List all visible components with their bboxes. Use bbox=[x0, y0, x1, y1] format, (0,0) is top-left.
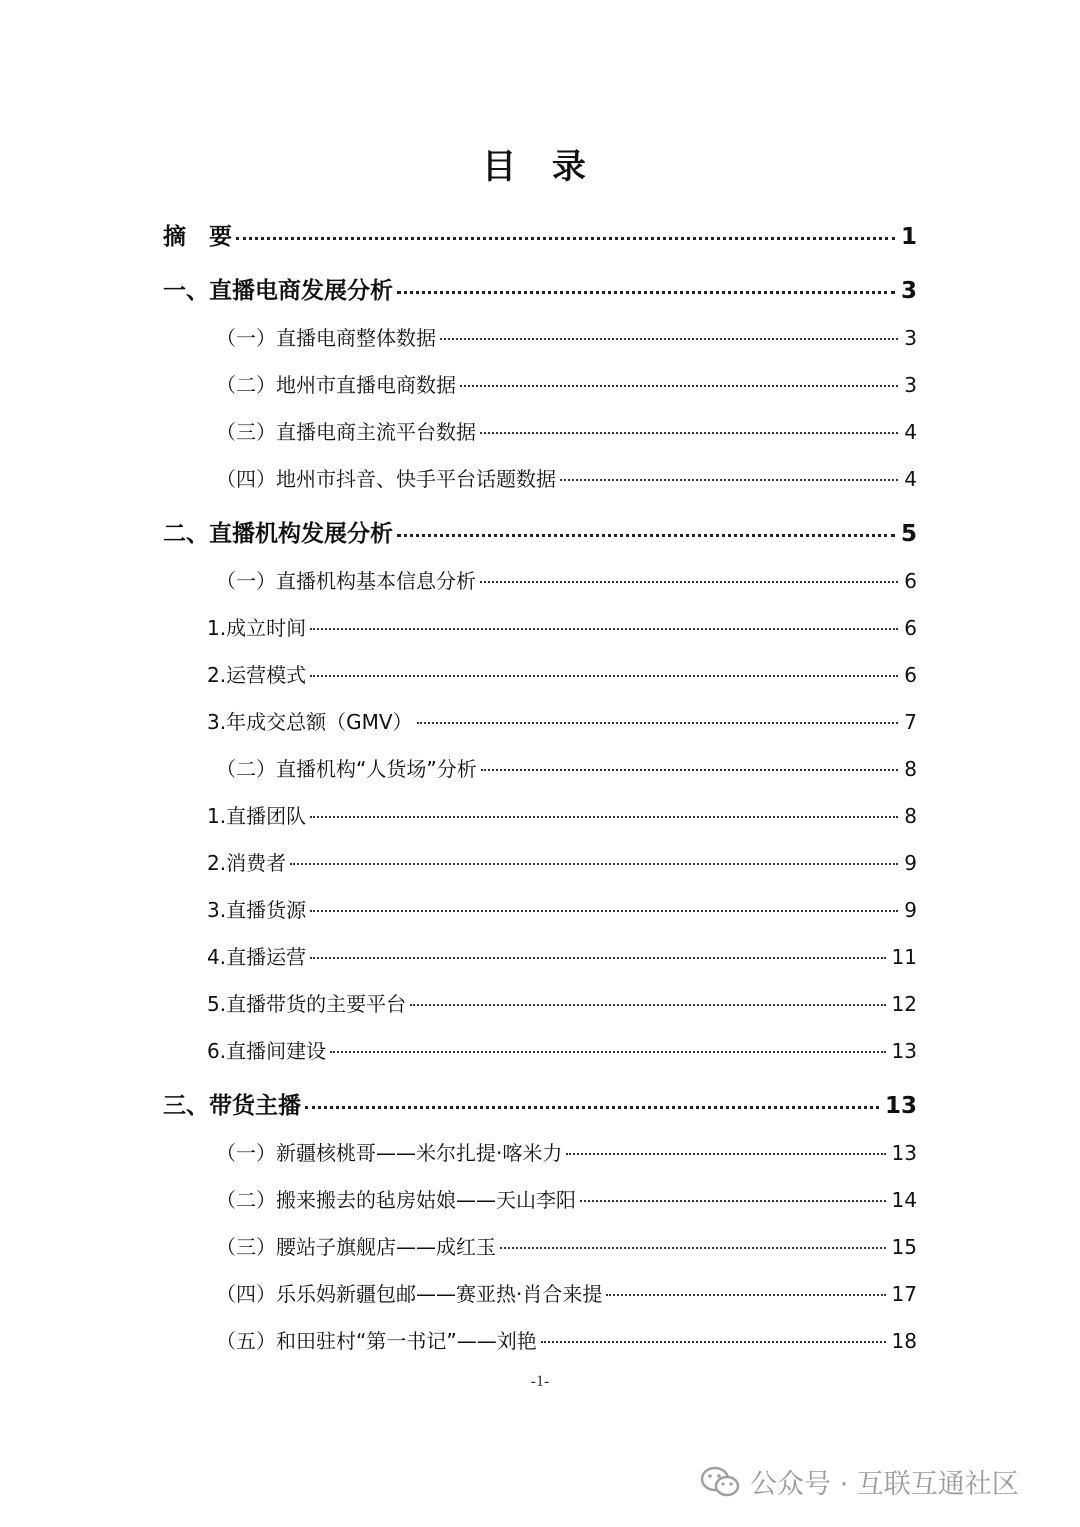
toc-entry bbox=[207, 941, 917, 970]
toc-entry-label: （二）地州市直播电商数据 bbox=[216, 373, 456, 397]
toc-entry bbox=[216, 1184, 917, 1213]
toc-leader-dots bbox=[410, 1004, 885, 1006]
toc-entry-label: （三）腰站子旗舰店——成红玉 bbox=[216, 1235, 496, 1259]
toc-entry bbox=[207, 1035, 917, 1064]
toc-leader-dots bbox=[566, 1153, 885, 1155]
toc-entry-label: （二）搬来搬去的毡房姑娘——天山李阳 bbox=[216, 1188, 576, 1212]
toc-leader-dots bbox=[236, 237, 895, 240]
toc-entry-page: 11 bbox=[891, 945, 917, 969]
toc-entry-label: （五）和田驻村“第一书记”——刘艳 bbox=[216, 1329, 537, 1353]
toc-entry-label: （一）新疆核桃哥——米尔扎提·喀米力 bbox=[216, 1141, 563, 1165]
toc-entry-label: 2.运营模式 bbox=[207, 663, 307, 687]
toc-entry bbox=[163, 272, 917, 305]
toc-entry-label: （一）直播机构基本信息分析 bbox=[216, 569, 476, 593]
watermark-text: 公众号 · 互联互通社区 bbox=[750, 1469, 1019, 1500]
toc-leader-dots bbox=[305, 1106, 879, 1109]
toc-entry-page: 3 bbox=[900, 278, 917, 304]
toc-leader-dots bbox=[500, 1247, 886, 1249]
wechat-icon bbox=[700, 1465, 740, 1499]
toc-entry bbox=[163, 515, 917, 548]
toc-entry-page: 1 bbox=[900, 224, 917, 250]
toc-entry bbox=[216, 565, 917, 594]
toc-leader-dots bbox=[560, 479, 898, 481]
toc-entry bbox=[216, 416, 917, 445]
toc-entry-label: （二）直播机构“人货场”分析 bbox=[216, 757, 477, 781]
toc-entry bbox=[207, 659, 917, 688]
toc-entry bbox=[216, 463, 917, 492]
toc-entry-label: 4.直播运营 bbox=[207, 945, 307, 969]
toc-leader-dots bbox=[417, 722, 899, 724]
toc-entry-label: （四）地州市抖音、快手平台话题数据 bbox=[216, 467, 556, 491]
toc-leader-dots bbox=[310, 675, 898, 677]
toc-entry-page: 17 bbox=[891, 1282, 917, 1306]
toc-entry bbox=[207, 706, 917, 735]
toc-entry bbox=[207, 988, 917, 1017]
toc-entry bbox=[216, 1231, 917, 1260]
toc-leader-dots bbox=[580, 1200, 886, 1202]
page-number: -1- bbox=[530, 1373, 550, 1390]
toc-leader-dots bbox=[541, 1341, 886, 1343]
toc-entry-label: 3.年成交总额（GMV） bbox=[207, 710, 413, 734]
toc-entry bbox=[207, 894, 917, 923]
toc-leader-dots bbox=[606, 1294, 885, 1296]
toc-entry-label: 5.直播带货的主要平台 bbox=[207, 992, 407, 1016]
toc-leader-dots bbox=[480, 432, 898, 434]
toc-leader-dots bbox=[310, 957, 885, 959]
toc-entry-page: 9 bbox=[904, 851, 917, 875]
toc-entry-label: 2.消费者 bbox=[207, 851, 287, 875]
toc-entry-page: 15 bbox=[891, 1235, 917, 1259]
toc-entry bbox=[163, 1087, 917, 1120]
toc-leader-dots bbox=[460, 385, 898, 387]
toc-entry bbox=[163, 218, 917, 251]
toc-entry-page: 6 bbox=[904, 663, 917, 687]
toc-leader-dots bbox=[290, 863, 898, 865]
toc-entry bbox=[216, 322, 917, 351]
toc-entry-page: 12 bbox=[891, 992, 917, 1016]
toc-entry-page: 3 bbox=[904, 326, 917, 350]
toc-entry bbox=[207, 612, 917, 641]
toc-entry-label: （三）直播电商主流平台数据 bbox=[216, 420, 476, 444]
toc-entry-page: 3 bbox=[904, 373, 917, 397]
toc-entry bbox=[207, 800, 917, 829]
toc-entry-page: 4 bbox=[904, 467, 917, 491]
toc-entry-page: 6 bbox=[904, 616, 917, 640]
toc-entry-page: 8 bbox=[904, 804, 917, 828]
toc-entry bbox=[216, 1137, 917, 1166]
watermark bbox=[700, 1462, 1019, 1501]
toc-entry bbox=[216, 1325, 917, 1354]
toc-leader-dots bbox=[481, 769, 899, 771]
toc-leader-dots bbox=[397, 291, 895, 294]
page-title: 目 录 bbox=[482, 147, 598, 187]
toc-entry-label: 3.直播货源 bbox=[207, 898, 307, 922]
toc-entry-page: 4 bbox=[904, 420, 917, 444]
toc-entry-label: 三、带货主播 bbox=[163, 1093, 301, 1119]
toc-entry-page: 7 bbox=[904, 710, 917, 734]
toc-entry-page: 9 bbox=[904, 898, 917, 922]
toc-leader-dots bbox=[397, 534, 895, 537]
toc-entry bbox=[216, 1278, 917, 1307]
toc-entry-label: （四）乐乐妈新疆包邮——赛亚热·肖合来提 bbox=[216, 1282, 603, 1306]
toc-entry bbox=[216, 753, 917, 782]
toc-entry-page: 8 bbox=[904, 757, 917, 781]
toc-leader-dots bbox=[310, 816, 898, 818]
toc-leader-dots bbox=[310, 628, 898, 630]
toc-entry-page: 14 bbox=[891, 1188, 917, 1212]
toc-entry-label: （一）直播电商整体数据 bbox=[216, 326, 436, 350]
toc-entry-label: 一、直播电商发展分析 bbox=[163, 278, 393, 304]
toc-entry bbox=[216, 369, 917, 398]
toc-entry-label: 6.直播间建设 bbox=[207, 1039, 327, 1063]
toc-leader-dots bbox=[330, 1051, 885, 1053]
toc-entry-label: 二、直播机构发展分析 bbox=[163, 521, 393, 547]
toc-entry-label: 摘 要 bbox=[163, 224, 232, 250]
toc-leader-dots bbox=[310, 910, 898, 912]
toc-entry-page: 13 bbox=[891, 1039, 917, 1063]
toc-entry-page: 18 bbox=[891, 1329, 917, 1353]
toc-entry-label: 1.成立时间 bbox=[207, 616, 307, 640]
toc-leader-dots bbox=[480, 581, 898, 583]
toc-leader-dots bbox=[440, 338, 898, 340]
toc-entry-page: 13 bbox=[891, 1141, 917, 1165]
toc-entry-page: 13 bbox=[884, 1093, 917, 1119]
toc-entry bbox=[207, 847, 917, 876]
toc-entry-label: 1.直播团队 bbox=[207, 804, 307, 828]
toc-entry-page: 5 bbox=[900, 521, 917, 547]
toc-entry-page: 6 bbox=[904, 569, 917, 593]
